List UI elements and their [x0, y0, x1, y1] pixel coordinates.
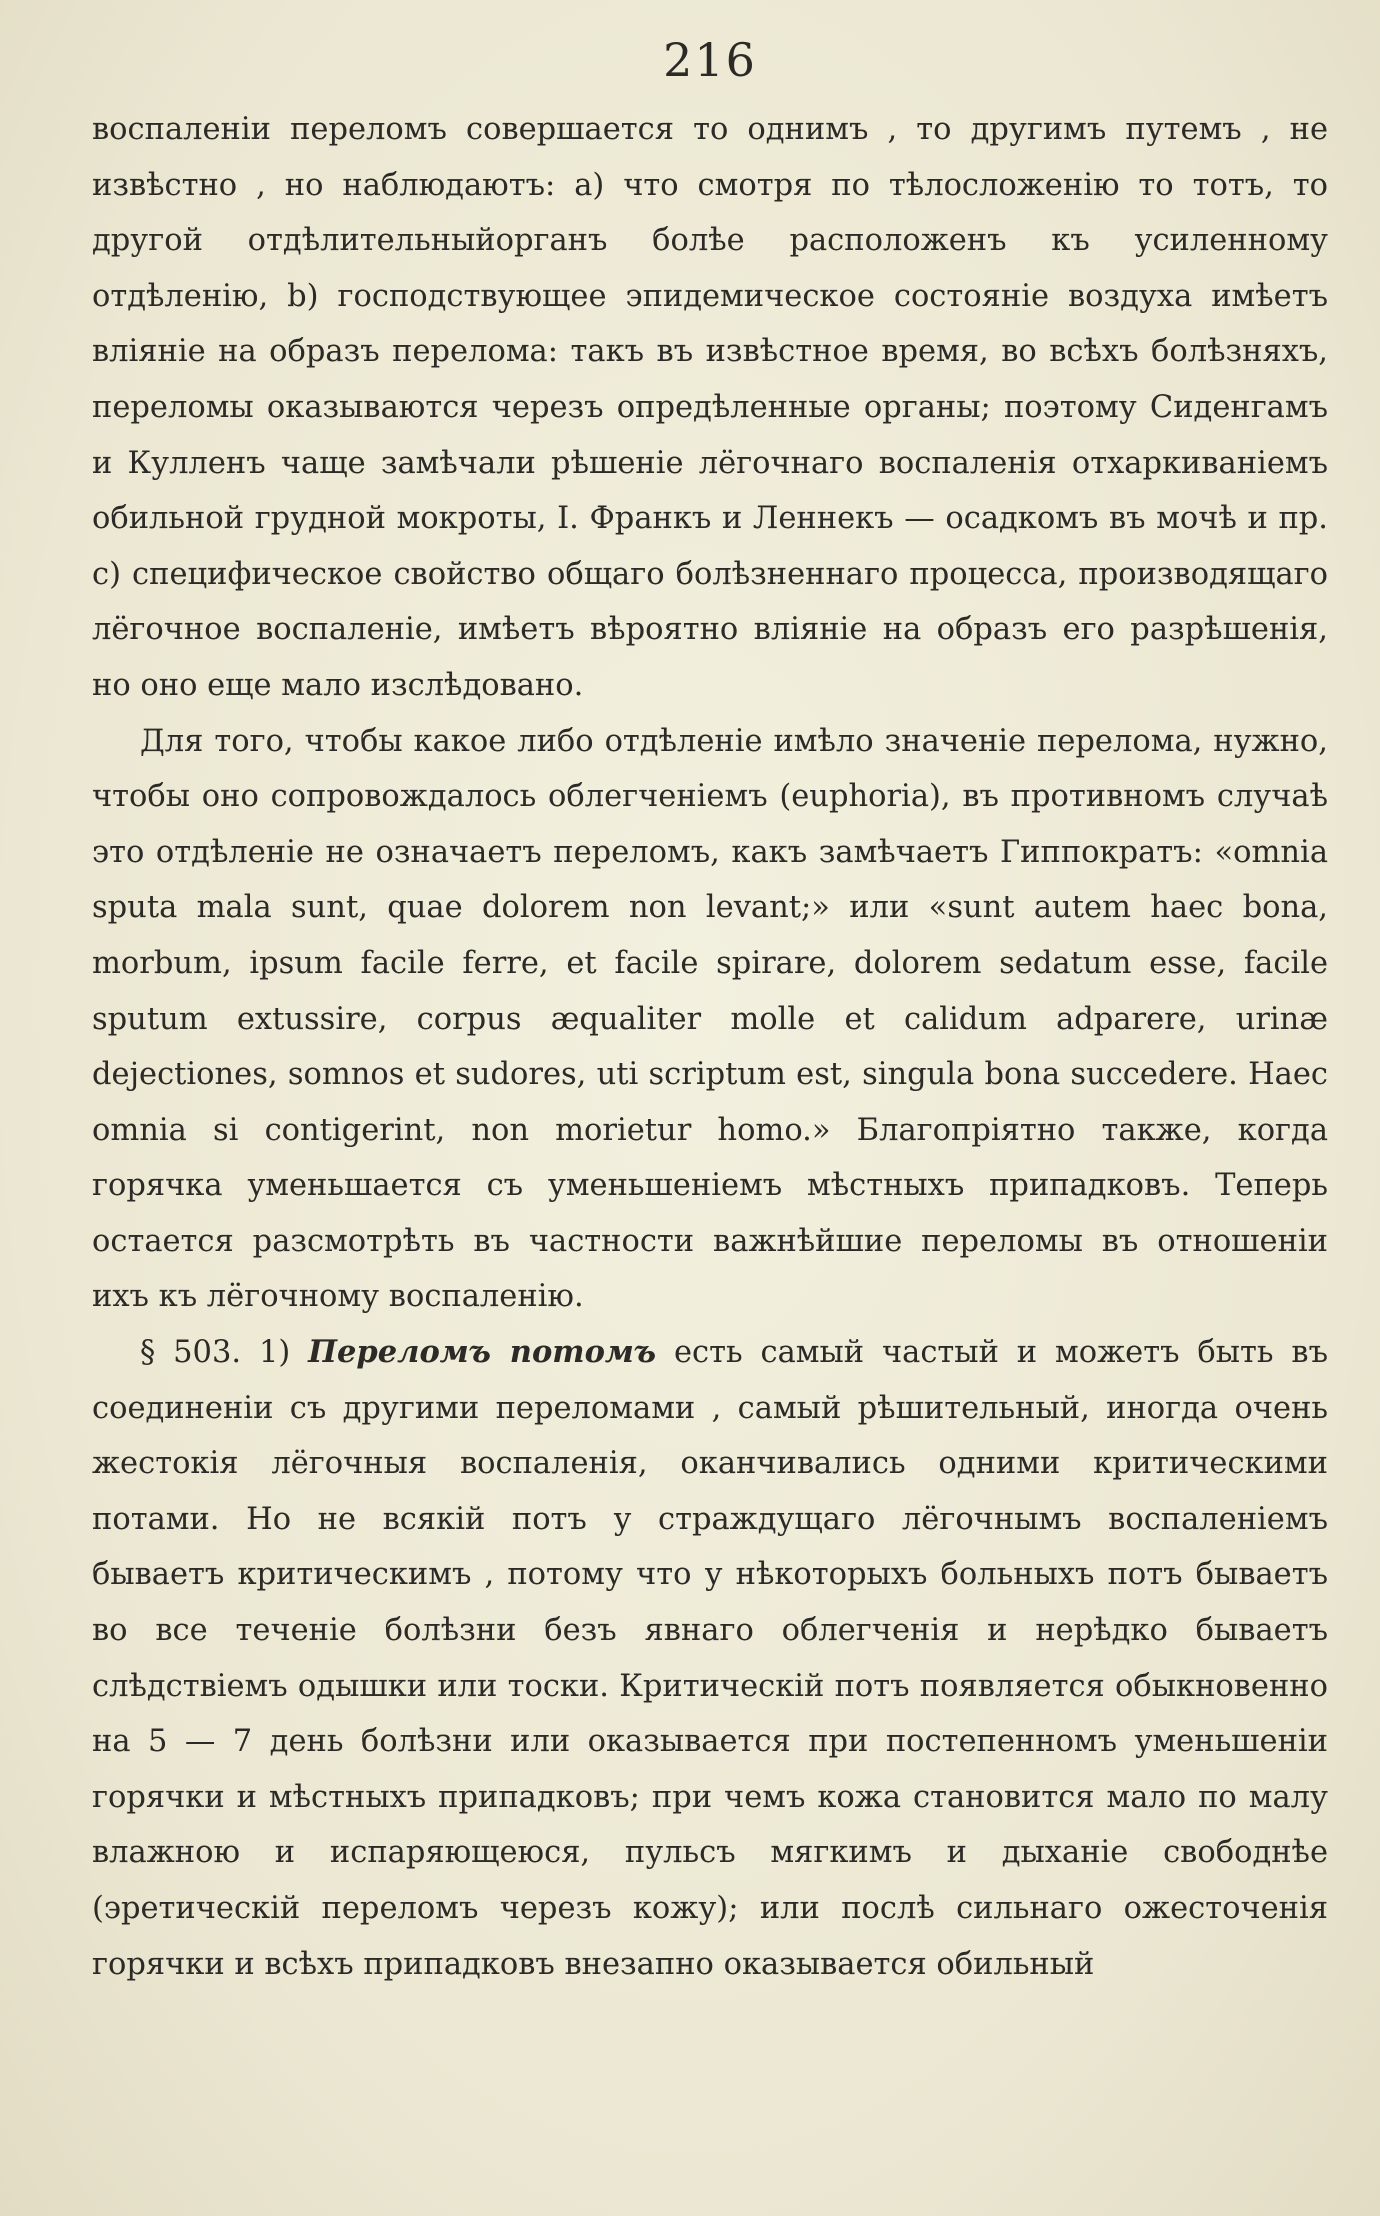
page-number: 216 [663, 33, 757, 87]
section-heading-emphasis: Переломъ потомъ [308, 1334, 657, 1371]
paragraph-1: воспаленіи переломъ совершается то однимъ , то другимъ путемъ , не извѣстно , но наблюдаютъ: a) что смотря по тѣлосложенію то тотъ, то другой отдѣлительныйорганъ болѣе расположенъ къ усиленному отдѣленію, b) господствующее эпидемическое состояніе воздуха имѣетъ вліяніе на образъ перелома: такъ въ извѣстное время, во всѣхъ болѣзняхъ, переломы оказываются черезъ опредѣленные органы; поэтому Сиденгамъ и Кулленъ чаще замѣчали рѣшеніе лёгочнаго воспаленія отхаркиваніемъ обильной грудной мокроты, I. Франкъ и Леннекъ — осадкомъ въ мочѣ и пр. c) специфическое свойство общаго болѣзненнаго процесса, производящаго лёгочное воспаленіе, имѣетъ вѣроятно вліяніе на образъ его разрѣшенія, но оно еще мало изслѣдовано. [92, 112, 1328, 703]
body-text [92, 102, 1328, 1992]
paragraph-2: Для того, чтобы какое либо отдѣленіе имѣло значеніе перелома, нужно, чтобы оно сопровождалось облегченіемъ (euphoria), въ противномъ случаѣ это отдѣленіе не означаетъ переломъ, какъ замѣчаетъ Гиппократъ: «omnia sputa mala sunt, quae dolorem non levant;» или «sunt autem haec bona, morbum, ipsum facile ferre, et facile spirare, dolorem sedatum esse, facile sputum extussire, corpus æqualiter molle et calidum adparere, urinæ dejectiones, somnos et sudores, uti scriptum est, singula bona succedere. Haec omnia si contigerint, non morietur homo.» Благопріятно также, когда горячка уменьшается съ уменьшеніемъ мѣстныхъ припадковъ. Теперь остается разсмотрѣть въ частности важнѣйшие переломы въ отношеніи ихъ къ лёгочному воспаленію. [92, 723, 1328, 1315]
paragraph-3 [92, 1325, 1328, 1992]
section-number: § 503. 1) [140, 1335, 291, 1371]
paragraph-3-text: есть самый частый и можетъ быть въ соединеніи съ другими переломами , самый рѣшительный, иногда очень жестокія лёгочныя воспаленія, оканчивались одними критическими потами. Но не всякій потъ у страждущаго лёгочнымъ воспаленіемъ бываетъ критическимъ , потому что у нѣкоторыхъ больныхъ потъ бываетъ во все теченіе болѣзни безъ явнаго облегченія и нерѣдко бываетъ слѣдствіемъ одышки или тоски. Критическій потъ появляется обыкновенно на 5 — 7 день болѣзни или оказывается при постепенномъ уменьшеніи горячки и мѣстныхъ припадковъ; при чемъ кожа становится мало по малу влажною и испаряющеюся, пульсъ мягкимъ и дыханіе свободнѣе (эретическій переломъ черезъ кожу); или послѣ сильнаго ожесточенія горячки и всѣхъ припадковъ внезапно оказывается обильный [92, 1335, 1328, 1982]
